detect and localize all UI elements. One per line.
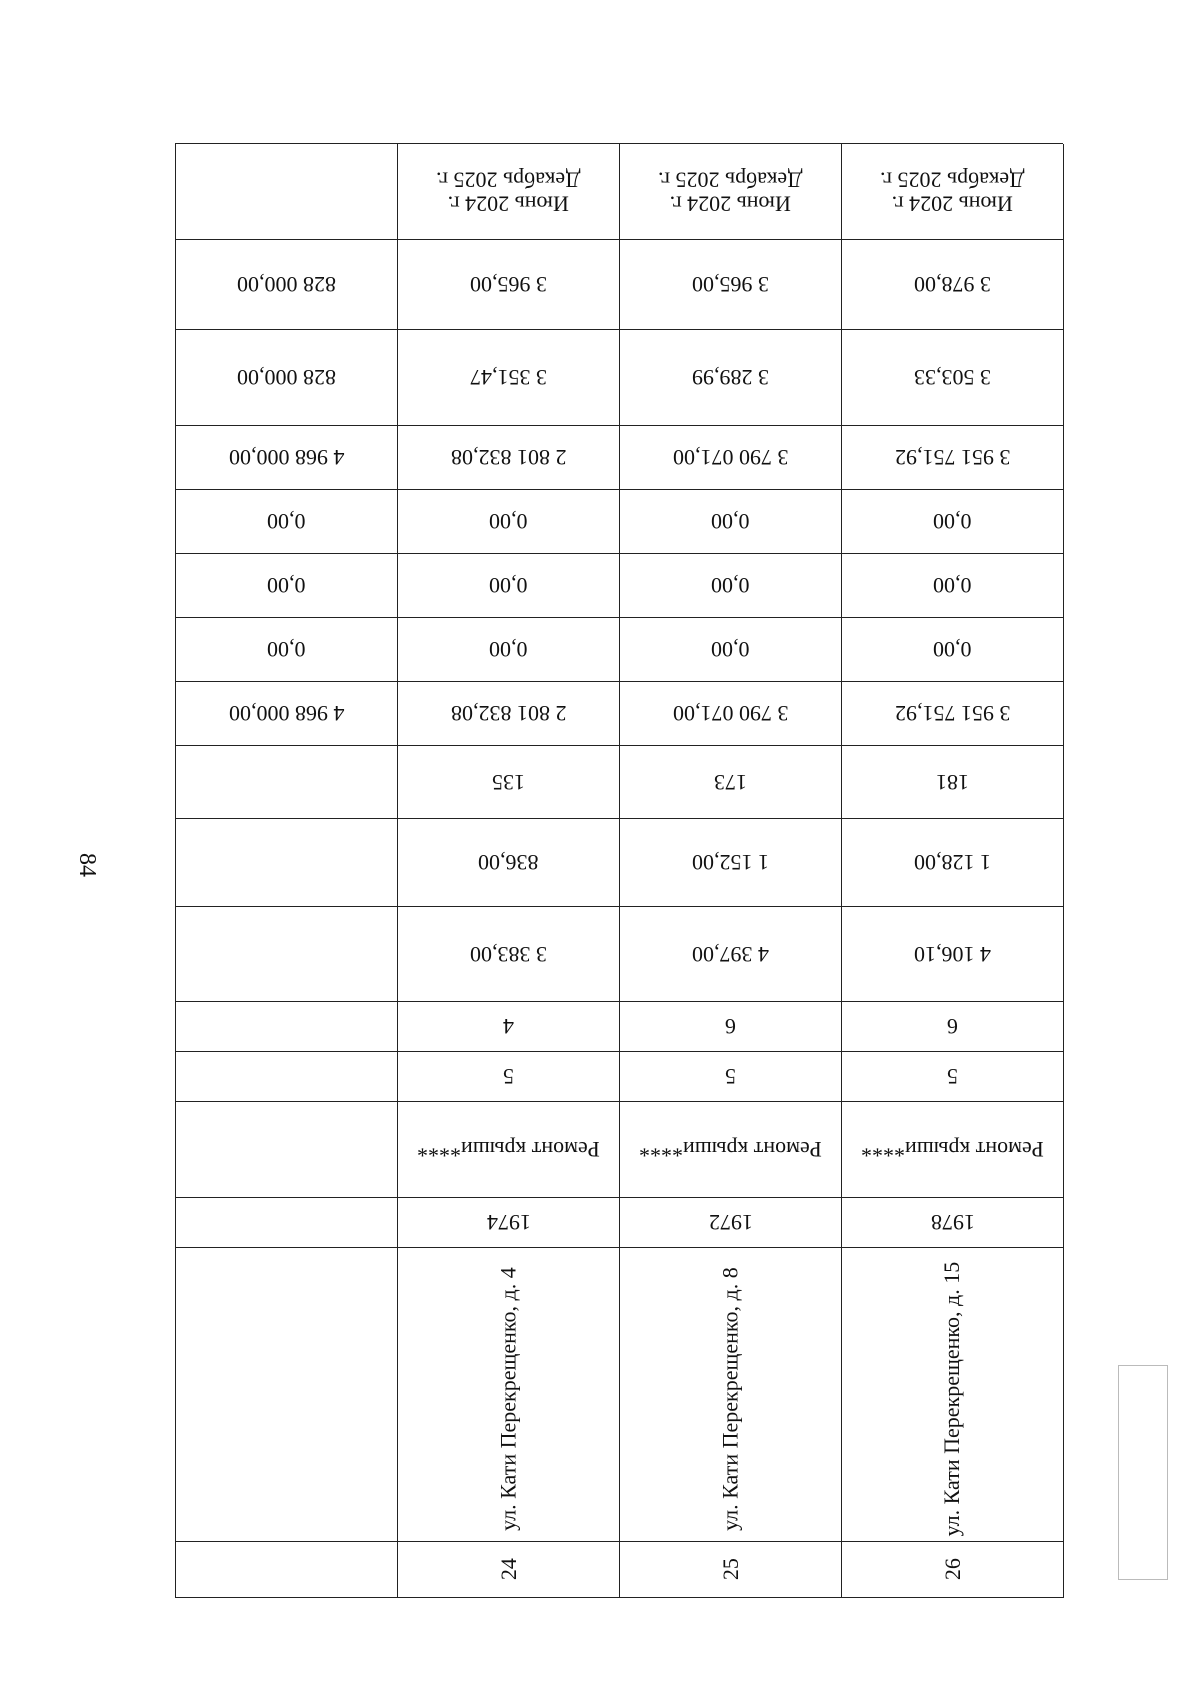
cell-c2-24: 3 351,47 — [398, 330, 620, 426]
cell-c4-total: 0,00 — [176, 490, 398, 554]
cell-work-total — [176, 1102, 398, 1198]
cell-num-24: 24 — [398, 1542, 620, 1598]
cell-c10-24: 3 383,00 — [398, 907, 620, 1002]
cell-c8-total — [176, 746, 398, 819]
cell-c11-24: 4 — [398, 1002, 620, 1052]
cell-c7-25: 3 790 071,00 — [620, 682, 842, 746]
cell-c12-total — [176, 1052, 398, 1102]
cell-c2-25: 3 289,99 — [620, 330, 842, 426]
cell-num-total — [176, 1542, 398, 1598]
cell-c2-26: 3 503,33 — [842, 330, 1064, 426]
cell-c6-25: 0,00 — [620, 618, 842, 682]
cell-c3-24: 2 801 832,08 — [398, 426, 620, 490]
cell-c9-25: 1 152,00 — [620, 819, 842, 907]
cell-c10-26: 4 106,10 — [842, 907, 1064, 1002]
cell-c8-26: 181 — [842, 746, 1064, 819]
cell-c3-25: 3 790 071,00 — [620, 426, 842, 490]
cell-c3-26: 3 951 751,92 — [842, 426, 1064, 490]
cell-c11-25: 6 — [620, 1002, 842, 1052]
cell-c7-total: 4 968 000,00 — [176, 682, 398, 746]
cell-c5-26: 0,00 — [842, 554, 1064, 618]
cell-c6-26: 0,00 — [842, 618, 1064, 682]
cell-c2-total: 828 000,00 — [176, 330, 398, 426]
cell-c1-total: 828 000,00 — [176, 240, 398, 330]
cell-c1-25: 3 965,00 — [620, 240, 842, 330]
cell-num-26: 26 — [842, 1542, 1064, 1598]
cell-period-25: Июнь 2024 г. Декабрь 2025 г. — [620, 144, 842, 240]
cell-c12-26: 5 — [842, 1052, 1064, 1102]
cell-c7-24: 2 801 832,08 — [398, 682, 620, 746]
cell-work-25: Ремонт крыши**** — [620, 1102, 842, 1198]
cell-year-25: 1972 — [620, 1198, 842, 1248]
cell-c12-24: 5 — [398, 1052, 620, 1102]
cell-c5-24: 0,00 — [398, 554, 620, 618]
cell-address-total — [176, 1248, 398, 1542]
cell-c9-total — [176, 819, 398, 907]
cell-c3-total: 4 968 000,00 — [176, 426, 398, 490]
cell-year-24: 1974 — [398, 1198, 620, 1248]
cell-c6-24: 0,00 — [398, 618, 620, 682]
cell-address-26: ул. Кати Перекрещенко, д. 15 — [842, 1248, 1064, 1542]
cell-c8-24: 135 — [398, 746, 620, 819]
cell-c7-26: 3 951 751,92 — [842, 682, 1064, 746]
cell-c6-total: 0,00 — [176, 618, 398, 682]
cell-c8-25: 173 — [620, 746, 842, 819]
faint-stamp — [1118, 1365, 1168, 1580]
cell-c1-26: 3 978,00 — [842, 240, 1064, 330]
cell-c5-total: 0,00 — [176, 554, 398, 618]
cell-address-25: ул. Кати Перекрещенко, д. 8 — [620, 1248, 842, 1542]
cell-period-24: Июнь 2024 г. Декабрь 2025 г. — [398, 144, 620, 240]
cell-work-24: Ремонт крыши**** — [398, 1102, 620, 1198]
cell-c4-26: 0,00 — [842, 490, 1064, 554]
cell-c5-25: 0,00 — [620, 554, 842, 618]
cell-year-total — [176, 1198, 398, 1248]
cell-c1-24: 3 965,00 — [398, 240, 620, 330]
cell-period-total — [176, 144, 398, 240]
cell-c9-26: 1 128,00 — [842, 819, 1064, 907]
cell-period-26: Июнь 2024 г. Декабрь 2025 г. — [842, 144, 1064, 240]
page-number: 84 — [74, 853, 100, 877]
cell-address-24: ул. Кати Перекрещенко, д. 4 — [398, 1248, 620, 1542]
cell-c4-25: 0,00 — [620, 490, 842, 554]
cell-c4-24: 0,00 — [398, 490, 620, 554]
cell-c9-24: 836,00 — [398, 819, 620, 907]
cell-c11-26: 6 — [842, 1002, 1064, 1052]
cell-c11-total — [176, 1002, 398, 1052]
cell-c10-25: 4 397,00 — [620, 907, 842, 1002]
cell-work-26: Ремонт крыши**** — [842, 1102, 1064, 1198]
repair-table — [175, 143, 1063, 1598]
cell-c12-25: 5 — [620, 1052, 842, 1102]
cell-year-26: 1978 — [842, 1198, 1064, 1248]
cell-c10-total — [176, 907, 398, 1002]
cell-num-25: 25 — [620, 1542, 842, 1598]
